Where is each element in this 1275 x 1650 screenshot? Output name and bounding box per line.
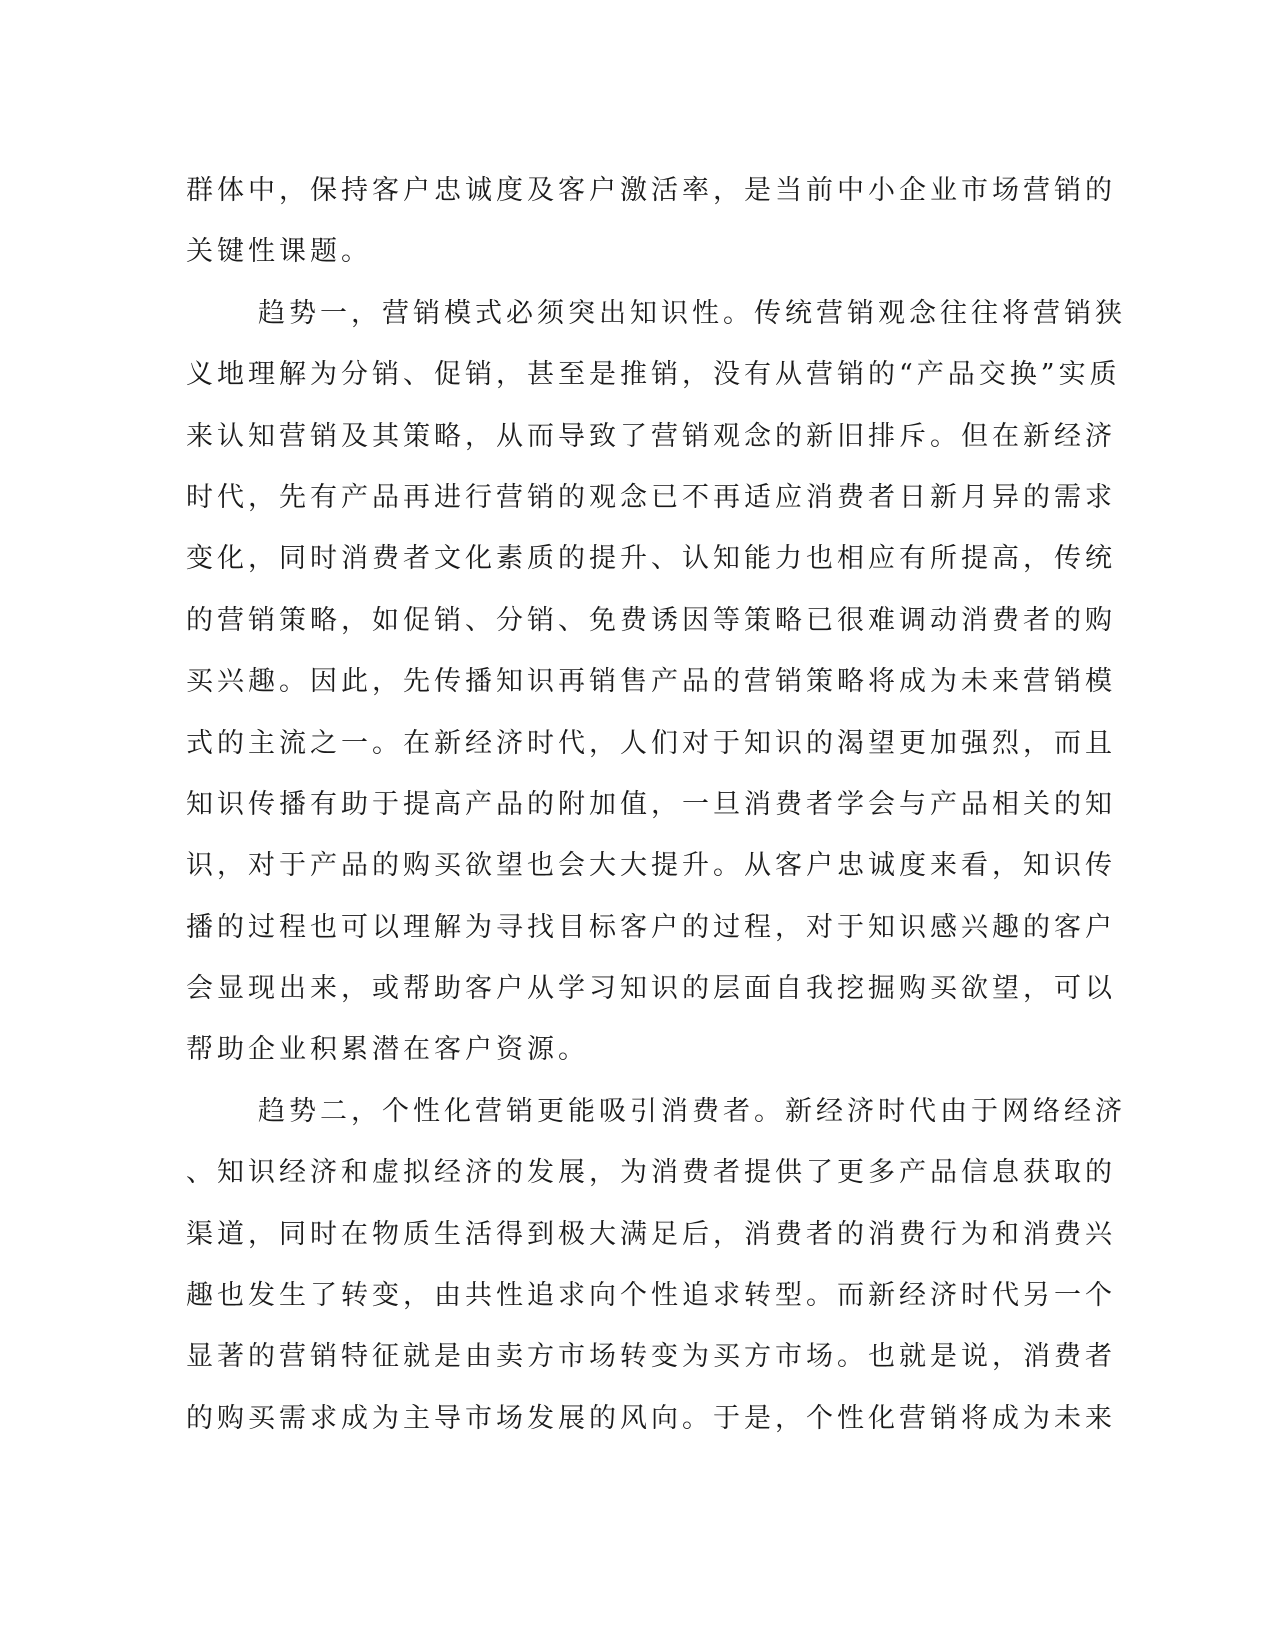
- text-line: 趣也发生了转变，由共性追求向个性追求转型。而新经济时代另一个: [186, 1280, 1116, 1312]
- paragraph-start-line: 趋势二，个性化营销更能吸引消费者。新经济时代由于网络经济: [258, 1095, 1126, 1127]
- text-line: 群体中，保持客户忠诚度及客户激活率，是当前中小企业市场营销的: [186, 175, 1116, 206]
- text-line: 识，对于产品的购买欲望也会大大提升。从客户忠诚度来看，知识传: [186, 850, 1116, 882]
- text-line: 、知识经济和虚拟经济的发展，为消费者提供了更多产品信息获取的: [186, 1157, 1116, 1189]
- text-line: 关键性课题。: [186, 236, 372, 268]
- text-line: 买兴趣。因此，先传播知识再销售产品的营销策略将成为未来营销模: [186, 666, 1116, 698]
- text-line: 式的主流之一。在新经济时代，人们对于知识的渴望更加强烈，而且: [186, 727, 1116, 759]
- text-line: 帮助企业积累潜在客户资源。: [186, 1034, 589, 1066]
- text-line: 义地理解为分销、促销，甚至是推销，没有从营销的“产品交换”实质: [186, 359, 1121, 391]
- text-line: 时代，先有产品再进行营销的观念已不再适应消费者日新月异的需求: [186, 481, 1116, 513]
- text-line: 知识传播有助于提高产品的附加值，一旦消费者学会与产品相关的知: [186, 788, 1116, 820]
- text-line: 播的过程也可以理解为寻找目标客户的过程，对于知识感兴趣的客户: [186, 911, 1116, 943]
- body-text: [186, 160, 1126, 1449]
- text-line: 渠道，同时在物质生活得到极大满足后，消费者的消费行为和消费兴: [186, 1218, 1116, 1250]
- text-line: 的营销策略，如促销、分销、免费诱因等策略已很难调动消费者的购: [186, 604, 1116, 636]
- text-line: 来认知营销及其策略，从而导致了营销观念的新旧排斥。但在新经济: [186, 420, 1116, 452]
- text-line: 的购买需求成为主导市场发展的风向。于是，个性化营销将成为未来: [186, 1402, 1116, 1434]
- text-line: 变化，同时消费者文化素质的提升、认知能力也相应有所提高，传统: [186, 543, 1116, 575]
- paragraph-start-line: 趋势一，营销模式必须突出知识性。传统营销观念往往将营销狭: [258, 297, 1126, 329]
- text-line: 显著的营销特征就是由卖方市场转变为买方市场。也就是说，消费者: [186, 1341, 1116, 1373]
- text-line: 会显现出来，或帮助客户从学习知识的层面自我挖掘购买欲望，可以: [186, 973, 1116, 1005]
